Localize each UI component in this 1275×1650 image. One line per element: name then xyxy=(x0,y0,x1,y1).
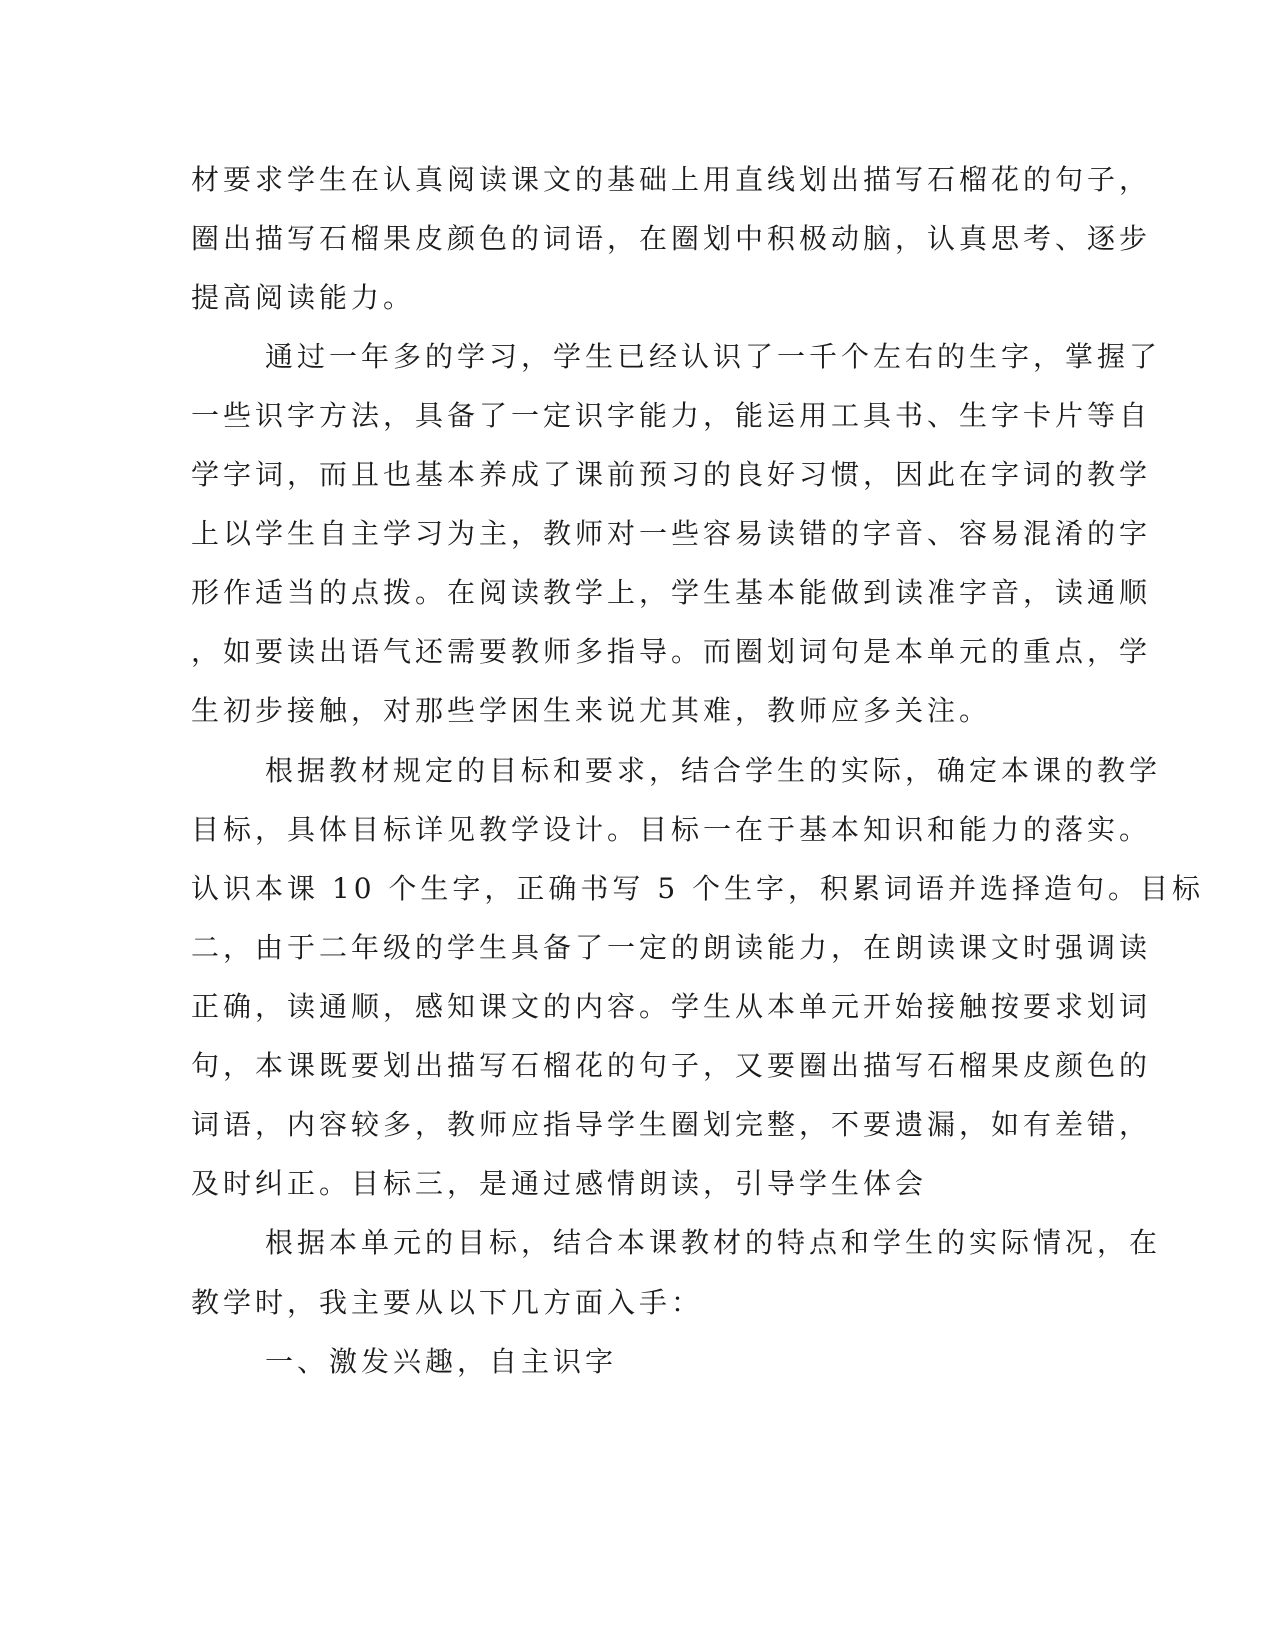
text-line: 目标，具体目标详见教学设计。目标一在于基本知识和能力的落实。 xyxy=(191,813,1152,846)
text-line: 圈出描写石榴果皮颜色的词语，在圈划中积极动脑，认真思考、逐步 xyxy=(191,222,1152,255)
text-line: 提高阅读能力。 xyxy=(191,281,416,314)
text-line: 形作适当的点拨。在阅读教学上，学生基本能做到读准字音，读通顺 xyxy=(191,576,1152,609)
text-line: 认识本课 10 个生字，正确书写 5 个生字，积累词语并选择造句。目标 xyxy=(191,872,1205,905)
text-line: 生初步接触，对那些学困生来说尤其难，教师应多关注。 xyxy=(191,694,992,727)
text-line: 正确，读通顺，感知课文的内容。学生从本单元开始接触按要求划词 xyxy=(191,990,1152,1023)
text-line: ，如要读出语气还需要教师多指导。而圈划词句是本单元的重点，学 xyxy=(191,635,1152,668)
text-line: 根据教材规定的目标和要求，结合学生的实际，确定本课的教学 xyxy=(265,754,1162,787)
text-line: 一些识字方法，具备了一定识字能力，能运用工具书、生字卡片等自 xyxy=(191,399,1152,432)
text-line: 二，由于二年级的学生具备了一定的朗读能力，在朗读课文时强调读 xyxy=(191,931,1152,964)
text-line: 教学时，我主要从以下几方面入手： xyxy=(191,1286,704,1319)
text-line: 通过一年多的学习，学生已经认识了一千个左右的生字，掌握了 xyxy=(265,340,1162,373)
text-line: 及时纠正。目标三，是通过感情朗读，引导学生体会 xyxy=(191,1167,928,1200)
text-line: 材要求学生在认真阅读课文的基础上用直线划出描写石榴花的句子， xyxy=(191,163,1152,196)
text-line: 上以学生自主学习为主，教师对一些容易读错的字音、容易混淆的字 xyxy=(191,517,1152,550)
section-heading: 一、激发兴趣，自主识字 xyxy=(265,1345,618,1378)
text-line: 学字词，而且也基本养成了课前预习的良好习惯，因此在字词的教学 xyxy=(191,458,1152,491)
text-line: 根据本单元的目标，结合本课教材的特点和学生的实际情况，在 xyxy=(265,1226,1162,1259)
text-line: 句，本课既要划出描写石榴花的句子，又要圈出描写石榴果皮颜色的 xyxy=(191,1049,1152,1082)
text-line: 词语，内容较多，教师应指导学生圈划完整，不要遗漏，如有差错， xyxy=(191,1108,1152,1141)
